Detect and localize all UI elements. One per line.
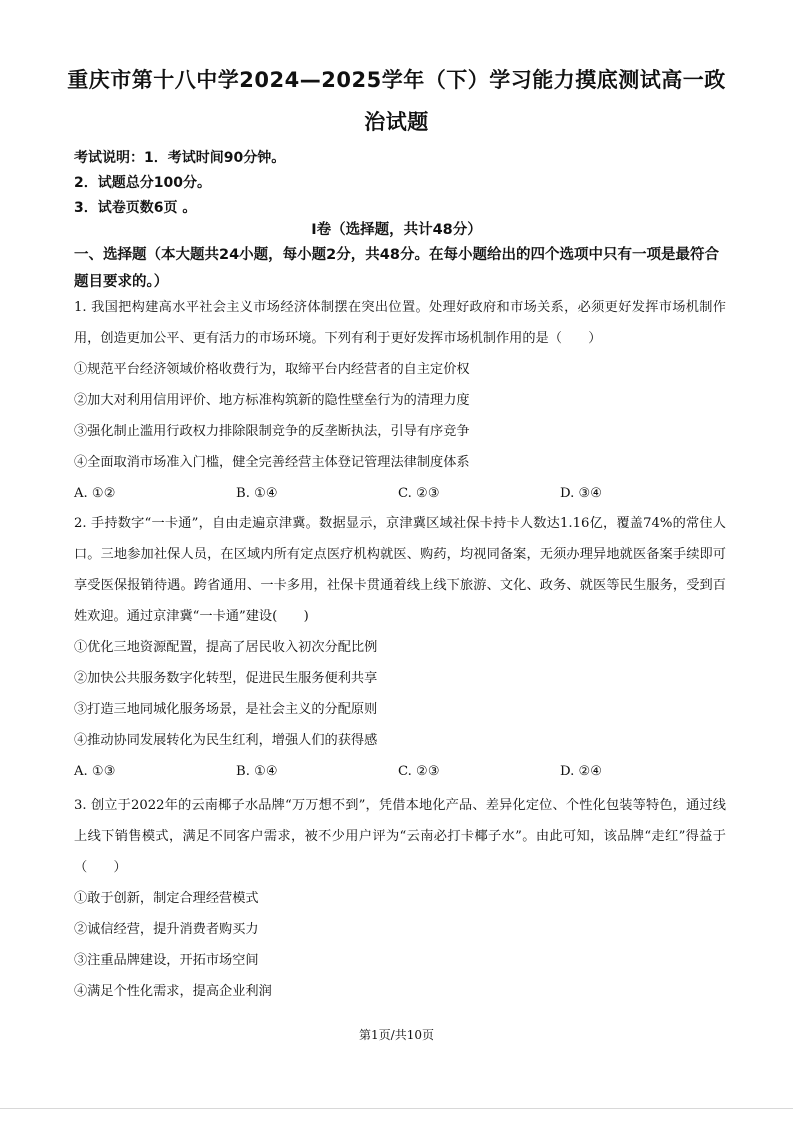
question-option: ②加快公共服务数字化转型，促进民生服务便利共享 bbox=[74, 671, 378, 686]
answer-choice-b: B. ①④ bbox=[236, 486, 278, 501]
section-title: Ⅰ卷（选择题，共计48分） bbox=[311, 222, 482, 238]
answer-choice-d: D. ②④ bbox=[560, 764, 603, 779]
answer-choice-b: B. ①④ bbox=[236, 764, 278, 779]
page-bottom-divider bbox=[0, 1108, 793, 1109]
section-instructions: 一、选择题（本大题共24小题，每小题2分，共48分。在每小题给出的四个选项中只有一项是最符合题目要求的。） bbox=[74, 247, 719, 290]
answer-choice-a: A. ①③ bbox=[74, 764, 116, 779]
exam-note: 考试说明：1．考试时间90分钟。 bbox=[74, 150, 286, 166]
question-option: ④全面取消市场准入门槛，健全完善经营主体登记管理法律制度体系 bbox=[74, 455, 470, 470]
question-option: ③注重品牌建设，开拓市场空间 bbox=[74, 953, 259, 968]
question-option: ①优化三地资源配置，提高了居民收入初次分配比例 bbox=[74, 640, 378, 655]
question-option: ④满足个性化需求，提高企业利润 bbox=[74, 984, 272, 999]
question-option: ①敢于创新，制定合理经营模式 bbox=[74, 891, 259, 906]
answer-choice-c: C. ②③ bbox=[398, 486, 440, 501]
question-1 bbox=[74, 292, 726, 509]
answer-choices bbox=[74, 478, 726, 509]
question-option: ③强化制止滥用行政权力排除限制竞争的反垄断执法，引导有序竞争 bbox=[74, 424, 470, 439]
question-option: ④推动协同发展转化为民生红利，增强人们的获得感 bbox=[74, 733, 378, 748]
question-option: ②诚信经营，提升消费者购买力 bbox=[74, 922, 259, 937]
question-2 bbox=[74, 508, 726, 787]
question-option: ②加大对利用信用评价、地方标准构筑新的隐性壁垒行为的清理力度 bbox=[74, 393, 470, 408]
exam-notes bbox=[74, 146, 285, 221]
question-option: ③打造三地同城化服务场景，是社会主义的分配原则 bbox=[74, 702, 378, 717]
exam-title-line2: 治试题 bbox=[364, 110, 429, 134]
answer-choices bbox=[74, 756, 726, 787]
answer-choice-a: A. ①② bbox=[74, 486, 116, 501]
page-number: 第1页/共10页 bbox=[359, 1028, 434, 1042]
question-option: ①规范平台经济领域价格收费行为，取缔平台内经营者的自主定价权 bbox=[74, 362, 470, 377]
question-stem: 1. 我国把构建高水平社会主义市场经济体制摆在突出位置。处理好政府和市场关系，必须更好发挥市场机制作用，创造更加公平、更有活力的市场环境。下列有利于更好发挥市场机制作用的是（ ） bbox=[74, 300, 726, 346]
question-3 bbox=[74, 790, 726, 1007]
exam-note: 3．试卷页数6页 。 bbox=[74, 200, 197, 216]
exam-note: 2．试题总分100分。 bbox=[74, 175, 211, 191]
exam-title-line1: 重庆市第十八中学2024—2025学年（下）学习能力摸底测试高一政 bbox=[67, 68, 726, 92]
question-stem: 2. 手持数字“一卡通”，自由走遍京津冀。数据显示，京津冀区域社保卡持卡人数达1.16亿，覆盖74%的常住人口。三地参加社保人员，在区域内所有定点医疗机构就医、购药，均视同备案，无须办理异地就医备案手续即可享受医保报销待遇。跨省通用、一卡多用，社保卡贯通着线上线下旅游、文化、政务、就医等民生服务，受到百姓欢迎。通过京津冀“一卡通”建设( ) bbox=[74, 516, 726, 624]
answer-choice-c: C. ②③ bbox=[398, 764, 440, 779]
answer-choice-d: D. ③④ bbox=[560, 486, 603, 501]
question-stem: 3. 创立于2022年的云南椰子水品牌“万万想不到”，凭借本地化产品、差异化定位、个性化包装等特色，通过线上线下销售模式，满足不同客户需求，被不少用户评为“云南必打卡椰子水”。由此可知，该品牌“走红”得益于（ ） bbox=[74, 798, 726, 875]
